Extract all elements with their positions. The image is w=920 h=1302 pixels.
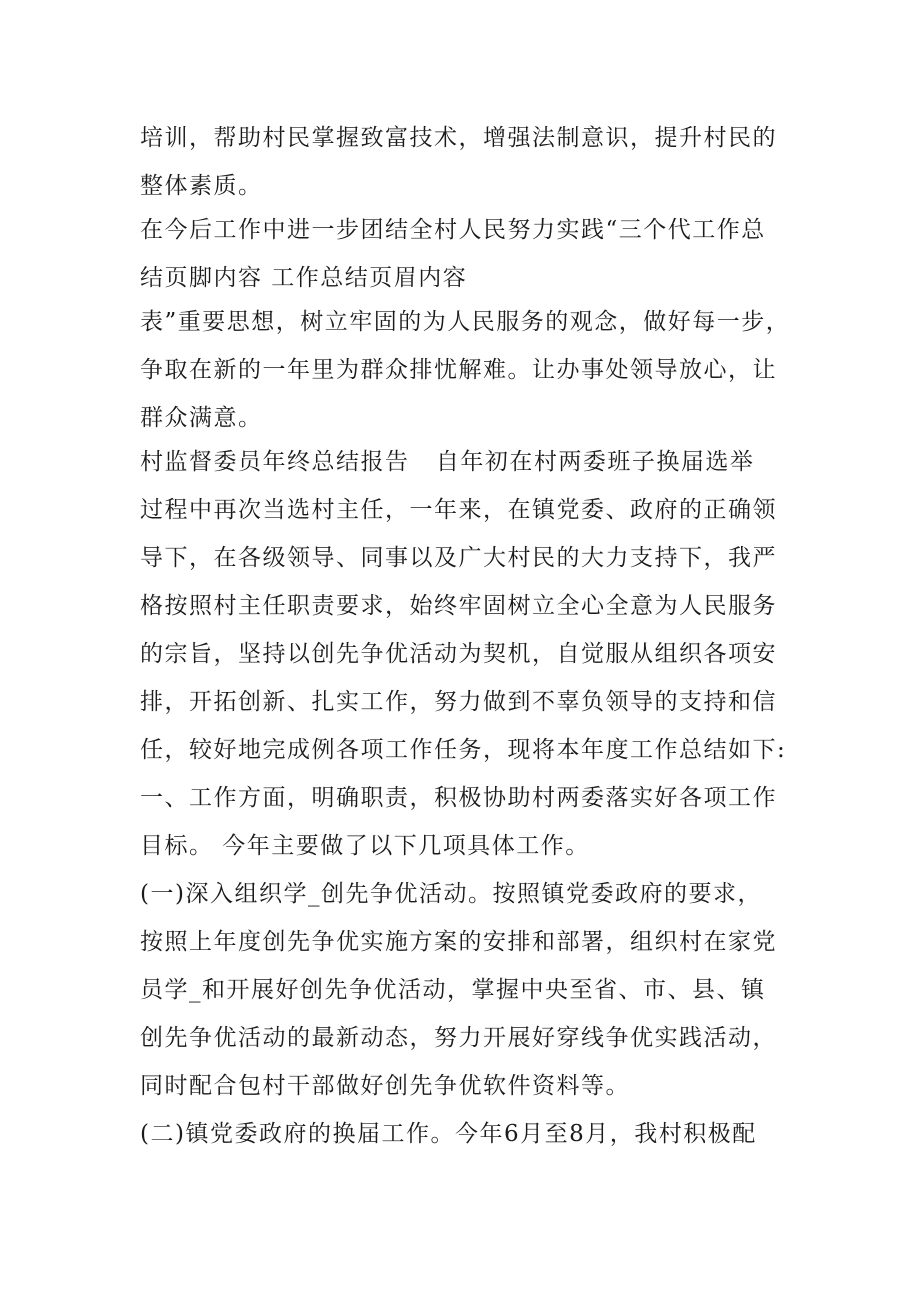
text-line-18: 按照上年度创先争优实施方案的安排和部署，组织村在家党 <box>140 929 777 955</box>
text-line-17: (一)深入组织学_创先争优活动。按照镇党委政府的要求， <box>140 881 762 907</box>
body-text <box>140 114 800 1158</box>
text-line-7: 群众满意。 <box>140 405 263 431</box>
text-line-12: 的宗旨，坚持以创先争优活动为契机，自觉服从组织各项安 <box>140 641 777 667</box>
text-line-21: 同时配合包村干部做好创先争优软件资料等。 <box>140 1073 630 1099</box>
text-line-15: 一、工作方面，明确职责，积极协助村两委落实好各项工作 <box>140 785 777 811</box>
text-line-3: 在今后工作中进一步团结全村人民努力实践“三个代工作总 <box>140 217 766 243</box>
text-line-11: 格按照村主任职责要求，始终牢固树立全心全意为人民服务 <box>140 593 777 619</box>
text-line-16: 目标。 今年主要做了以下几项具体工作。 <box>140 833 590 859</box>
text-line-10: 导下，在各级领导、同事以及广大村民的大力支持下，我严 <box>140 545 777 571</box>
text-line-19: 员学_和开展好创先争优活动，掌握中央至省、市、县、镇 <box>140 977 766 1003</box>
text-line-6: 争取在新的一年里为群众排忧解难。让办事处领导放心，让 <box>140 357 777 383</box>
text-line-9: 过程中再次当选村主任，一年来，在镇党委、政府的正确领 <box>140 497 777 523</box>
text-line-2: 整体素质。 <box>140 173 263 199</box>
text-line-8: 村监督委员年终总结报告 自年初在村两委班子换届选举 <box>140 449 755 475</box>
text-line-22: (二)镇党委政府的换届工作。今年6月至8月，我村积极配 <box>140 1121 757 1147</box>
text-line-5: 表”重要思想，树立牢固的为人民服务的观念，做好每一步， <box>140 309 791 335</box>
text-line-4: 结页脚内容 工作总结页眉内容 <box>140 265 468 291</box>
text-line-13: 排，开拓创新、扎实工作，努力做到不辜负领导的支持和信 <box>140 689 777 715</box>
text-line-14: 任，较好地完成例各项工作任务，现将本年度工作总结如下: <box>140 737 787 763</box>
text-line-1: 培训，帮助村民掌握致富技术，增强法制意识，提升村民的 <box>140 125 777 151</box>
text-line-20: 创先争优活动的最新动态，努力开展好穿线争优实践活动， <box>140 1025 777 1051</box>
